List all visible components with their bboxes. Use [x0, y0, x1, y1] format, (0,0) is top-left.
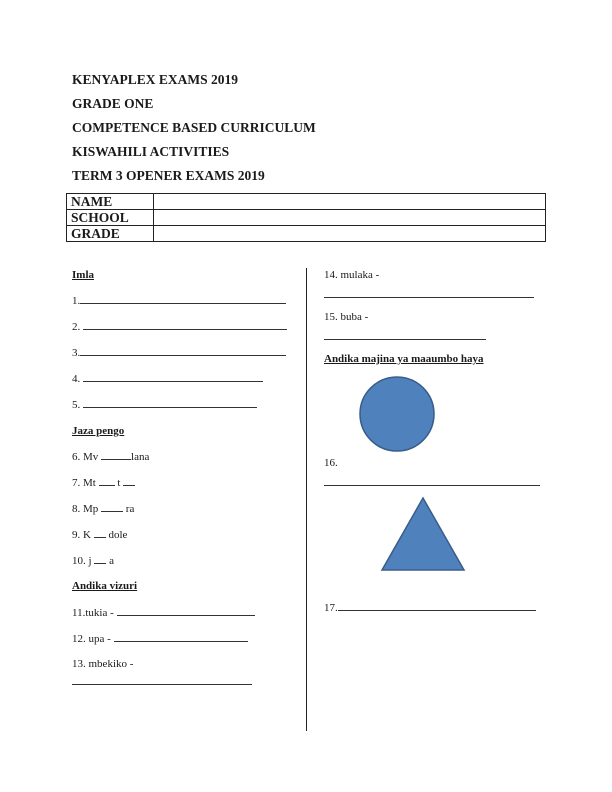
andika-item-14: 14. mulaka - — [324, 269, 380, 281]
answer-blank[interactable] — [101, 502, 123, 512]
imla-item-4-number: 4. — [72, 373, 83, 385]
imla-item-4 — [72, 372, 263, 385]
jaza-pengo-heading: Jaza pengo — [72, 425, 125, 437]
answer-blank[interactable] — [83, 398, 257, 408]
subject-line: KISWAHILI ACTIVITIES — [72, 144, 230, 159]
answer-blank[interactable] — [83, 320, 287, 330]
answer-blank[interactable] — [123, 476, 135, 486]
imla-item-3-number: 3. — [72, 347, 81, 359]
q7-prefix: 7. Mt — [72, 477, 99, 489]
imla-item-1 — [72, 294, 286, 307]
jaza-item-6 — [72, 450, 149, 463]
answer-blank[interactable] — [101, 450, 131, 460]
andika-item-15: 15. buba - — [324, 311, 369, 323]
q9-prefix: 9. K — [72, 529, 94, 541]
triangle-shape — [378, 495, 468, 573]
term-line: TERM 3 OPENER EXAMS 2019 — [72, 168, 265, 183]
answer-blank[interactable] — [83, 372, 263, 382]
name-field[interactable] — [154, 194, 546, 210]
jaza-item-7 — [72, 476, 135, 489]
student-info-table — [66, 193, 546, 242]
answer-blank[interactable] — [114, 632, 248, 642]
name-row — [67, 194, 546, 210]
q8-prefix: 8. Mp — [72, 503, 102, 515]
q16-answer-line[interactable] — [324, 485, 540, 486]
q17-label: 17. — [324, 602, 338, 614]
column-divider — [306, 268, 307, 731]
q12-label: 12. upa - — [72, 633, 114, 645]
school-field[interactable] — [154, 210, 546, 226]
school-row — [67, 210, 546, 226]
jaza-item-8 — [72, 502, 134, 515]
q7-mid: t — [114, 477, 124, 489]
exam-title: KENYAPLEX EXAMS 2019 — [72, 72, 239, 87]
imla-item-2 — [72, 320, 287, 333]
q9-suffix: dole — [105, 529, 128, 541]
answer-blank[interactable] — [80, 346, 286, 356]
shape-item-16: 16. — [324, 457, 338, 469]
imla-item-2-number: 2. — [72, 321, 83, 333]
answer-blank[interactable] — [80, 294, 286, 304]
q6-prefix: 6. Mv — [72, 451, 102, 463]
imla-item-1-number: 1. — [72, 295, 81, 307]
answer-blank[interactable] — [338, 601, 536, 611]
imla-item-5-number: 5. — [72, 399, 83, 411]
andika-item-13: 13. mbekiko - — [72, 658, 134, 670]
grade-line: GRADE ONE — [72, 96, 154, 111]
imla-item-5 — [72, 398, 257, 411]
shapes-heading: Andika majina ya maaumbo haya — [324, 353, 484, 365]
answer-blank[interactable] — [94, 554, 106, 564]
q13-answer-line[interactable] — [72, 684, 252, 685]
q6-suffix: lana — [131, 451, 150, 463]
imla-item-3 — [72, 346, 286, 359]
q15-answer-line[interactable] — [324, 339, 486, 340]
answer-blank[interactable] — [117, 606, 255, 616]
grade-row — [67, 226, 546, 242]
answer-blank[interactable] — [99, 476, 115, 486]
answer-blank[interactable] — [94, 528, 106, 538]
jaza-item-9 — [72, 528, 127, 541]
school-label: SCHOOL — [67, 210, 154, 226]
grade-field[interactable] — [154, 226, 546, 242]
circle-shape — [358, 375, 438, 455]
shape-item-17 — [324, 601, 536, 614]
q8-suffix: ra — [123, 503, 135, 515]
andika-vizuri-heading: Andika vizuri — [72, 580, 138, 592]
andika-item-11 — [72, 606, 255, 619]
q10-prefix: 10. j — [72, 555, 95, 567]
q14-answer-line[interactable] — [324, 297, 534, 298]
curriculum-line: COMPETENCE BASED CURRICULUM — [72, 120, 316, 135]
grade-label: GRADE — [67, 226, 154, 242]
andika-item-12 — [72, 632, 248, 645]
name-label: NAME — [67, 194, 154, 210]
imla-heading: Imla — [72, 269, 94, 281]
q10-suffix: a — [106, 555, 114, 567]
q11-label: 11.tukia - — [72, 607, 117, 619]
jaza-item-10 — [72, 554, 114, 567]
